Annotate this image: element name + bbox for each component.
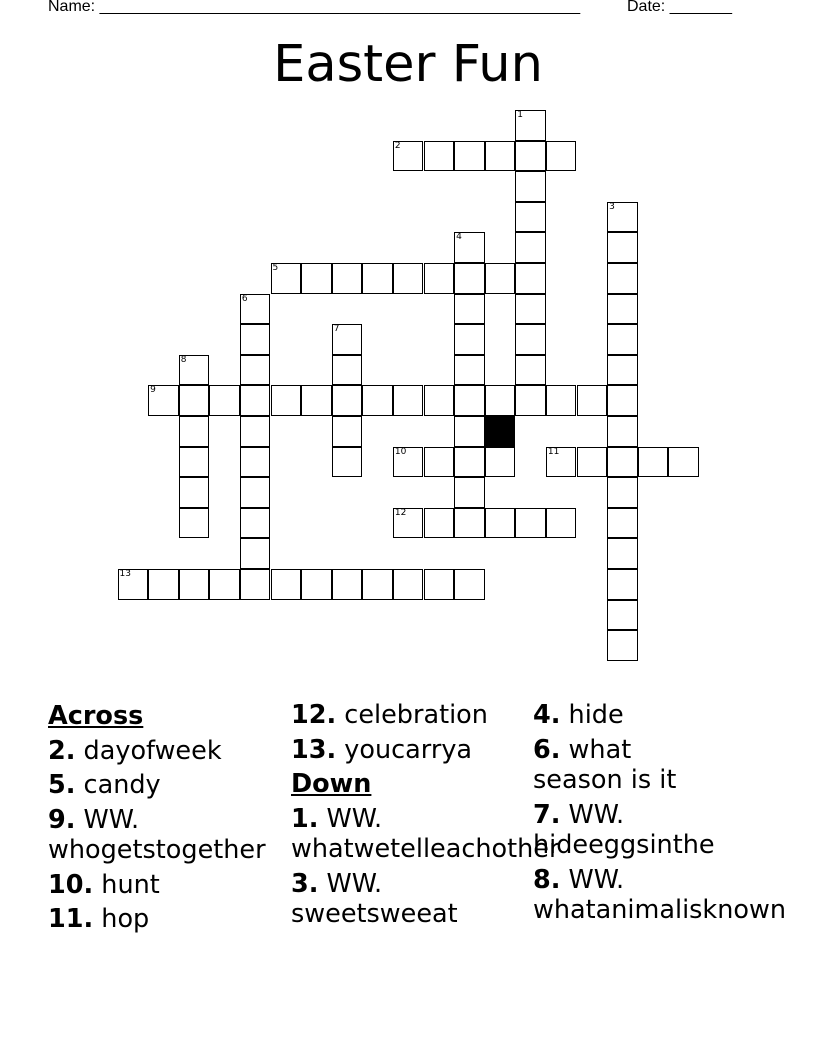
clue-item xyxy=(48,805,288,866)
grid-cell[interactable] xyxy=(179,447,210,478)
grid-cell[interactable] xyxy=(515,355,546,386)
clue-column-3 xyxy=(533,700,786,930)
grid-cell[interactable] xyxy=(332,447,363,478)
grid-cell[interactable] xyxy=(148,569,179,600)
down-heading: Down xyxy=(291,769,372,799)
cell-number: 6 xyxy=(241,293,248,304)
grid-cell[interactable] xyxy=(515,171,546,202)
grid-cell[interactable] xyxy=(362,385,393,416)
grid-cell[interactable] xyxy=(485,141,516,172)
clue-item xyxy=(533,735,769,796)
grid-cell[interactable] xyxy=(546,508,577,539)
date-field-label: Date: _______ xyxy=(627,0,732,15)
clue-text: hunt xyxy=(101,869,160,900)
clue-number: 12. xyxy=(291,700,337,730)
clue-number: 10. xyxy=(48,869,94,900)
grid-cell[interactable] xyxy=(454,355,485,386)
grid-cell[interactable] xyxy=(454,447,485,478)
clue-number: 5. xyxy=(48,770,76,800)
clue-text: WW. sweetsweeat xyxy=(291,868,458,929)
cell-number: 12 xyxy=(394,507,407,518)
clue-item xyxy=(291,735,527,766)
grid-cell[interactable] xyxy=(393,141,424,172)
clue-item xyxy=(48,736,288,767)
grid-cell[interactable] xyxy=(240,324,271,355)
clue-text: WW. hideeggsinthe xyxy=(533,799,715,860)
grid-cell[interactable] xyxy=(179,416,210,447)
clue-text: candy xyxy=(83,770,161,800)
grid-cell[interactable] xyxy=(607,263,638,294)
clue-item xyxy=(48,770,288,801)
grid-cell[interactable] xyxy=(454,294,485,325)
grid-cell[interactable] xyxy=(485,385,516,416)
grid-cell[interactable] xyxy=(424,385,455,416)
cell-number: 7 xyxy=(333,324,340,335)
grid-cell[interactable] xyxy=(240,569,271,600)
grid-cell[interactable] xyxy=(240,508,271,539)
grid-cell[interactable] xyxy=(515,294,546,325)
grid-cell[interactable] xyxy=(577,385,608,416)
cell-number: 1 xyxy=(517,110,524,120)
clue-number: 1. xyxy=(291,803,319,834)
grid-cell[interactable] xyxy=(515,508,546,539)
grid-cell[interactable] xyxy=(393,508,424,539)
grid-cell[interactable] xyxy=(393,263,424,294)
grid-cell[interactable] xyxy=(454,263,485,294)
grid-cell[interactable] xyxy=(607,569,638,600)
grid-cell[interactable] xyxy=(546,447,577,478)
grid-cell[interactable] xyxy=(454,385,485,416)
grid-block-cell xyxy=(485,416,516,447)
clue-text: WW. whatwetelleachother xyxy=(291,803,560,864)
clue-text: celebration xyxy=(344,700,488,730)
clue-text: what season is it xyxy=(533,734,677,795)
grid-cell[interactable] xyxy=(515,141,546,172)
grid-cell[interactable] xyxy=(607,232,638,263)
grid-cell[interactable] xyxy=(271,385,302,416)
clue-number: 13. xyxy=(291,734,337,765)
grid-cell[interactable] xyxy=(454,508,485,539)
grid-cell[interactable] xyxy=(607,294,638,325)
across-heading: Across xyxy=(48,701,144,731)
cell-number: 9 xyxy=(150,385,156,396)
grid-cell[interactable] xyxy=(240,355,271,386)
grid-cell[interactable] xyxy=(179,508,210,539)
grid-cell[interactable] xyxy=(424,141,455,172)
grid-cell[interactable] xyxy=(362,263,393,294)
grid-cell[interactable] xyxy=(179,385,210,416)
grid-cell[interactable] xyxy=(332,569,363,600)
grid-cell[interactable] xyxy=(607,630,638,661)
clue-item xyxy=(533,800,769,861)
grid-cell[interactable] xyxy=(515,110,546,141)
clue-item xyxy=(48,870,288,901)
cell-number: 10 xyxy=(394,446,407,457)
grid-cell[interactable] xyxy=(424,508,455,539)
grid-cell[interactable] xyxy=(485,447,516,478)
grid-cell[interactable] xyxy=(209,569,240,600)
grid-cell[interactable] xyxy=(607,538,638,569)
grid-cell[interactable] xyxy=(301,263,332,294)
grid-cell[interactable] xyxy=(240,416,271,447)
cell-number: 2 xyxy=(394,140,401,151)
grid-cell[interactable] xyxy=(240,385,271,416)
clue-column-1 xyxy=(48,700,288,939)
clue-number: 9. xyxy=(48,804,76,835)
grid-cell[interactable] xyxy=(240,477,271,508)
grid-cell[interactable] xyxy=(607,416,638,447)
clue-text: dayofweek xyxy=(83,735,222,766)
grid-cell[interactable] xyxy=(240,294,271,325)
grid-cell[interactable] xyxy=(515,385,546,416)
clue-item xyxy=(291,869,527,930)
clue-text: hide xyxy=(568,700,624,730)
cell-number: 5 xyxy=(272,263,279,273)
clue-number: 2. xyxy=(48,735,76,766)
grid-cell[interactable] xyxy=(607,600,638,631)
grid-cell[interactable] xyxy=(607,202,638,233)
clue-item xyxy=(533,700,769,731)
grid-cell[interactable] xyxy=(332,324,363,355)
cell-number: 4 xyxy=(456,232,462,243)
cell-number: 13 xyxy=(119,569,131,579)
grid-cell[interactable] xyxy=(424,569,455,600)
grid-cell[interactable] xyxy=(393,447,424,478)
grid-cell[interactable] xyxy=(454,477,485,508)
clue-number: 4. xyxy=(533,700,561,730)
grid-cell[interactable] xyxy=(638,447,669,478)
grid-cell[interactable] xyxy=(271,263,302,294)
grid-cell[interactable] xyxy=(362,569,393,600)
grid-cell[interactable] xyxy=(577,447,608,478)
grid-cell[interactable] xyxy=(240,538,271,569)
grid-cell[interactable] xyxy=(454,141,485,172)
grid-cell[interactable] xyxy=(607,447,638,478)
grid-cell[interactable] xyxy=(179,569,210,600)
grid-cell[interactable] xyxy=(607,385,638,416)
clue-item xyxy=(533,864,786,926)
grid-cell[interactable] xyxy=(546,141,577,172)
grid-cell[interactable] xyxy=(271,569,302,600)
grid-cell[interactable] xyxy=(485,508,516,539)
clue-text: hop xyxy=(101,904,150,934)
grid-cell[interactable] xyxy=(454,569,485,600)
clue-number: 3. xyxy=(291,868,319,899)
grid-cell[interactable] xyxy=(607,477,638,508)
grid-cell[interactable] xyxy=(393,385,424,416)
clue-text: WW. whogetstogether xyxy=(48,804,266,865)
grid-cell[interactable] xyxy=(118,569,149,600)
grid-cell[interactable] xyxy=(515,263,546,294)
grid-cell[interactable] xyxy=(301,385,332,416)
clue-item xyxy=(48,904,288,935)
grid-cell[interactable] xyxy=(454,324,485,355)
clue-number: 8. xyxy=(533,864,561,895)
grid-cell[interactable] xyxy=(546,385,577,416)
clue-item xyxy=(291,700,527,731)
grid-cell[interactable] xyxy=(668,447,699,478)
grid-cell[interactable] xyxy=(209,385,240,416)
grid-cell[interactable] xyxy=(148,385,179,416)
grid-cell[interactable] xyxy=(393,569,424,600)
grid-cell[interactable] xyxy=(424,447,455,478)
clue-item xyxy=(291,803,560,865)
grid-cell[interactable] xyxy=(332,355,363,386)
grid-cell[interactable] xyxy=(332,416,363,447)
clue-number: 7. xyxy=(533,799,561,830)
grid-cell[interactable] xyxy=(301,569,332,600)
clue-number: 11. xyxy=(48,904,94,934)
page-title: Easter Fun xyxy=(273,35,543,94)
clue-column-2 xyxy=(291,700,560,934)
cell-number: 8 xyxy=(180,354,187,365)
grid-cell[interactable] xyxy=(332,385,363,416)
grid-cell[interactable] xyxy=(515,232,546,263)
grid-cell[interactable] xyxy=(485,263,516,294)
grid-cell[interactable] xyxy=(454,232,485,263)
grid-cell[interactable] xyxy=(332,263,363,294)
grid-cell[interactable] xyxy=(179,355,210,386)
grid-cell[interactable] xyxy=(515,324,546,355)
clue-text: youcarrya xyxy=(344,734,473,765)
clue-text: WW. whatanimalisknown xyxy=(533,864,786,925)
grid-cell[interactable] xyxy=(454,416,485,447)
grid-cell[interactable] xyxy=(424,263,455,294)
grid-cell[interactable] xyxy=(607,324,638,355)
cell-number: 11 xyxy=(547,446,560,457)
name-field-label: Name: ______________________________________________________ xyxy=(48,0,581,15)
cell-number: 3 xyxy=(609,201,615,212)
grid-cell[interactable] xyxy=(179,477,210,508)
clue-number: 6. xyxy=(533,734,561,765)
grid-cell[interactable] xyxy=(515,202,546,233)
grid-cell[interactable] xyxy=(607,508,638,539)
grid-cell[interactable] xyxy=(607,355,638,386)
grid-cell[interactable] xyxy=(240,447,271,478)
